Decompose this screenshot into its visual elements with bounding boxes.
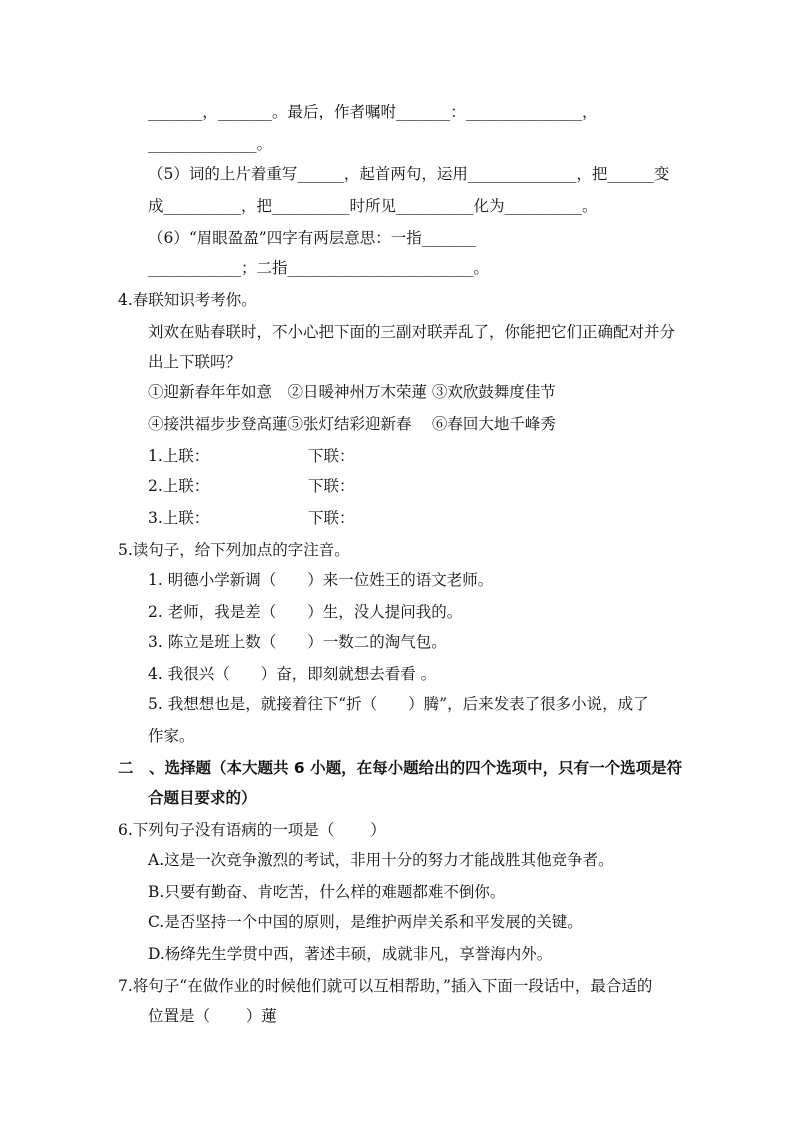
q5-item5: 5. 我想想也是，就接着往下“折（ ）腾”，后来发表了很多小说，成了 bbox=[148, 695, 649, 713]
q5-item5-cont: 作家。 bbox=[148, 727, 195, 745]
q6-title: 6.下列句子没有语病的一项是（ ） bbox=[118, 821, 386, 839]
q7-line2: 位置是（ ）蓮 bbox=[148, 1007, 277, 1025]
q4-intro-line1: 刘欢在贴春联时，不小心把下面的三副对联弄乱了，你能把它们正确配对并分 bbox=[148, 323, 676, 341]
q4-row2-lower: 下联： bbox=[308, 477, 355, 495]
q6-option-b: B.只要有勤奋、肯吃苦，什么样的难题都难不倒你。 bbox=[148, 883, 506, 901]
q3-sub6-line2: ____________；二指________________________。 bbox=[148, 259, 490, 277]
q5-item2: 2. 老师，我是差（ ）生，没人提问我的。 bbox=[148, 603, 463, 621]
q6-option-d: D.杨绛先生学贯中西，著述丰硕，成就非凡，享誉海内外。 bbox=[148, 945, 553, 963]
section2-heading-line1: 二 、选择题（本大题共 6 小题，在每小题给出的四个选项中，只有一个选项是符 bbox=[118, 759, 683, 777]
q3-line1: _______，_______。最后，作者嘱咐_______：_______________， bbox=[148, 103, 598, 121]
q4-options-line1: ①迎新春年年如意 ②日暖神州万木荣蓮 ③欢欣鼓舞度佳节 bbox=[148, 383, 556, 401]
q5-title: 5.读句子，给下列加点的字注音。 bbox=[118, 541, 350, 559]
q5-item3: 3. 陈立是班上数（ ）一数二的淘气包。 bbox=[148, 633, 447, 651]
q4-options-line2: ④接洪福步步登高蓮⑤张灯结彩迎新春 ⑥春回大地千峰秀 bbox=[148, 415, 556, 433]
q3-sub5-line2: 成__________，把__________时所见__________化为__________。 bbox=[148, 197, 598, 215]
q3-sub6-line1: （6）“眉眼盈盈”四字有两层意思：一指_______ bbox=[148, 229, 476, 247]
q3-sub5-line1: （5）词的上片着重写______，起首两句，运用______________，把______变 bbox=[148, 165, 670, 183]
section2-heading-line2: 合题目要求的） bbox=[148, 789, 257, 807]
q6-option-c: C.是否坚持一个中国的原则，是维护两岸关系和平发展的关键。 bbox=[148, 913, 583, 931]
q4-row1-lower: 下联： bbox=[308, 447, 355, 465]
q4-intro-line2: 出上下联吗？ bbox=[148, 353, 242, 371]
q3-line2: ______________。 bbox=[148, 135, 273, 153]
q6-option-a: A.这是一次竞争激烈的考试，非用十分的努力才能战胜其他竞争者。 bbox=[148, 851, 614, 869]
q7-line1: 7.将句子“在做作业的时候他们就可以互相帮助，”插入下面一段话中，最合适的 bbox=[118, 977, 653, 995]
q4-row2-upper: 2.上联： bbox=[148, 477, 210, 495]
q5-item1: 1. 明德小学新调（ ）来一位姓王的语文老师。 bbox=[148, 571, 494, 589]
q4-title: 4.春联知识考考你。 bbox=[118, 291, 257, 309]
q4-row1-upper: 1.上联： bbox=[148, 447, 210, 465]
q4-row3-upper: 3.上联： bbox=[148, 509, 210, 527]
q5-item4: 4. 我很兴（ ）奋，即刻就想去看看 。 bbox=[148, 665, 437, 683]
q4-row3-lower: 下联： bbox=[308, 509, 355, 527]
